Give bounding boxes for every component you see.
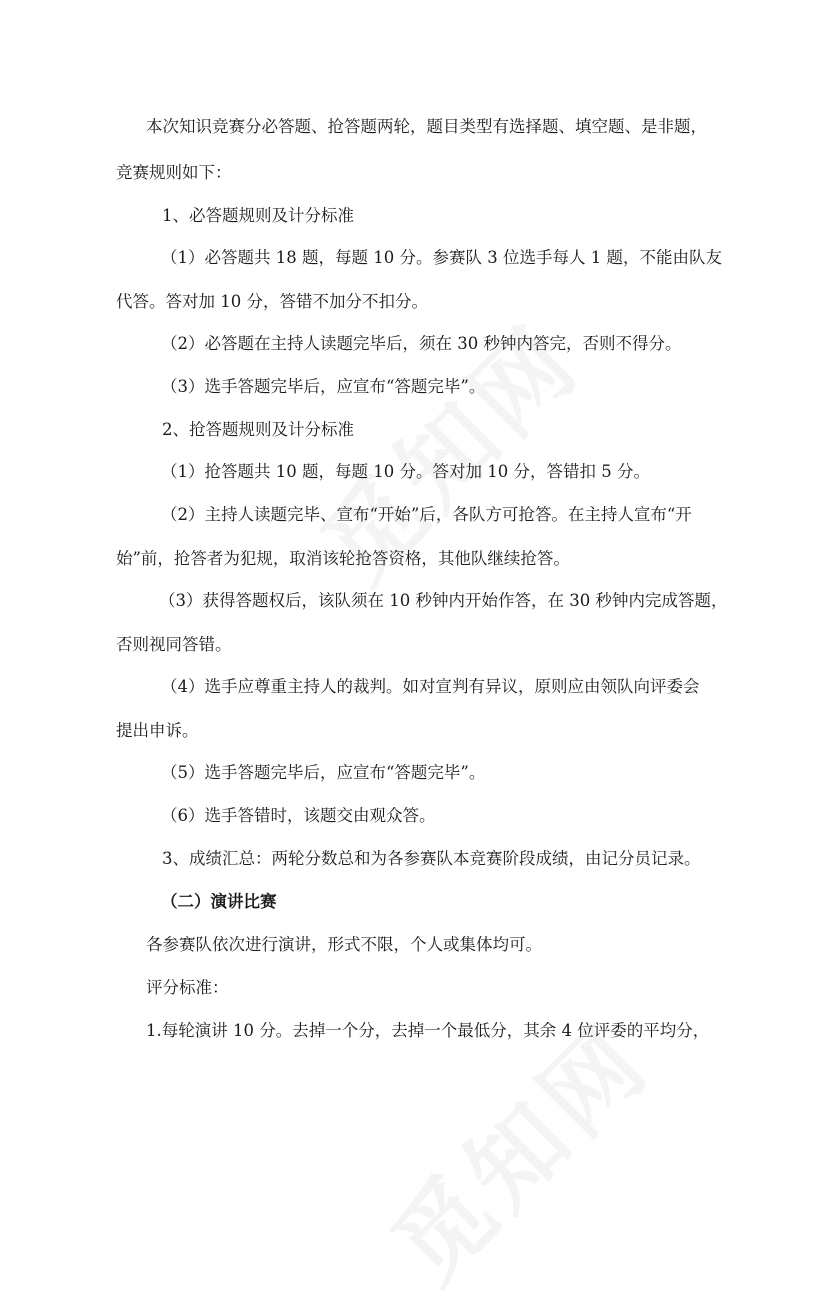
rule-item: （3）选手答题完毕后，应宣布“答题完毕”。: [161, 377, 486, 396]
section-heading-buzzer: 2、抢答题规则及计分标准: [162, 420, 354, 439]
rule-item: （2）主持人读题完毕、宣布“开始”后，各队方可抢答。在主持人宣布“开: [161, 505, 692, 524]
rule-item: （1）必答题共 18 题，每题 10 分。参赛队 3 位选手每人 1 题，不能由队友: [161, 248, 722, 267]
rule-item: （6）选手答错时，该题交由观众答。: [161, 806, 436, 825]
rule-item: （1）抢答题共 10 题，每题 10 分。答对加 10 分，答错扣 5 分。: [161, 462, 650, 481]
rule-item-continued: 代答。答对加 10 分，答错不加分不扣分。: [116, 292, 428, 311]
rule-item-continued: 否则视同答错。: [116, 635, 232, 654]
paragraph-scoring-rule: 1.每轮演讲 10 分。去掉一个分，去掉一个最低分，其余 4 位评委的平均分，: [146, 1021, 710, 1040]
rule-item-continued: 始”前，抢答者为犯规，取消该轮抢答资格，其他队继续抢答。: [116, 549, 570, 568]
paragraph-intro-line2: 竞赛规则如下：: [116, 163, 232, 182]
rule-item: （4）选手应尊重主持人的裁判。如对宣判有异议，原则应由领队向评委会: [161, 677, 700, 696]
section-heading-required: 1、必答题规则及计分标准: [162, 206, 354, 225]
rule-item: （5）选手答题完毕后，应宣布“答题完毕”。: [161, 763, 486, 782]
rule-item-continued: 提出申诉。: [116, 721, 199, 740]
paragraph-speech-intro: 各参赛队依次进行演讲，形式不限，个人或集体均可。: [146, 935, 542, 954]
rule-item: （3）获得答题权后，该队须在 10 秒钟内开始作答，在 30 秒钟内完成答题，: [159, 591, 728, 610]
rule-item: （2）必答题在主持人读题完毕后，须在 30 秒钟内答完，否则不得分。: [161, 334, 682, 353]
paragraph-intro-line1: 本次知识竞赛分必答题、抢答题两轮，题目类型有选择题、填空题、是非题，: [146, 117, 707, 136]
section-heading-speech: （二）演讲比赛: [161, 892, 277, 911]
paragraph-scoring-label: 评分标准：: [146, 978, 229, 997]
section-heading-summary: 3、成绩汇总：两轮分数总和为各参赛队本竞赛阶段成绩，由记分员记录。: [162, 849, 701, 868]
